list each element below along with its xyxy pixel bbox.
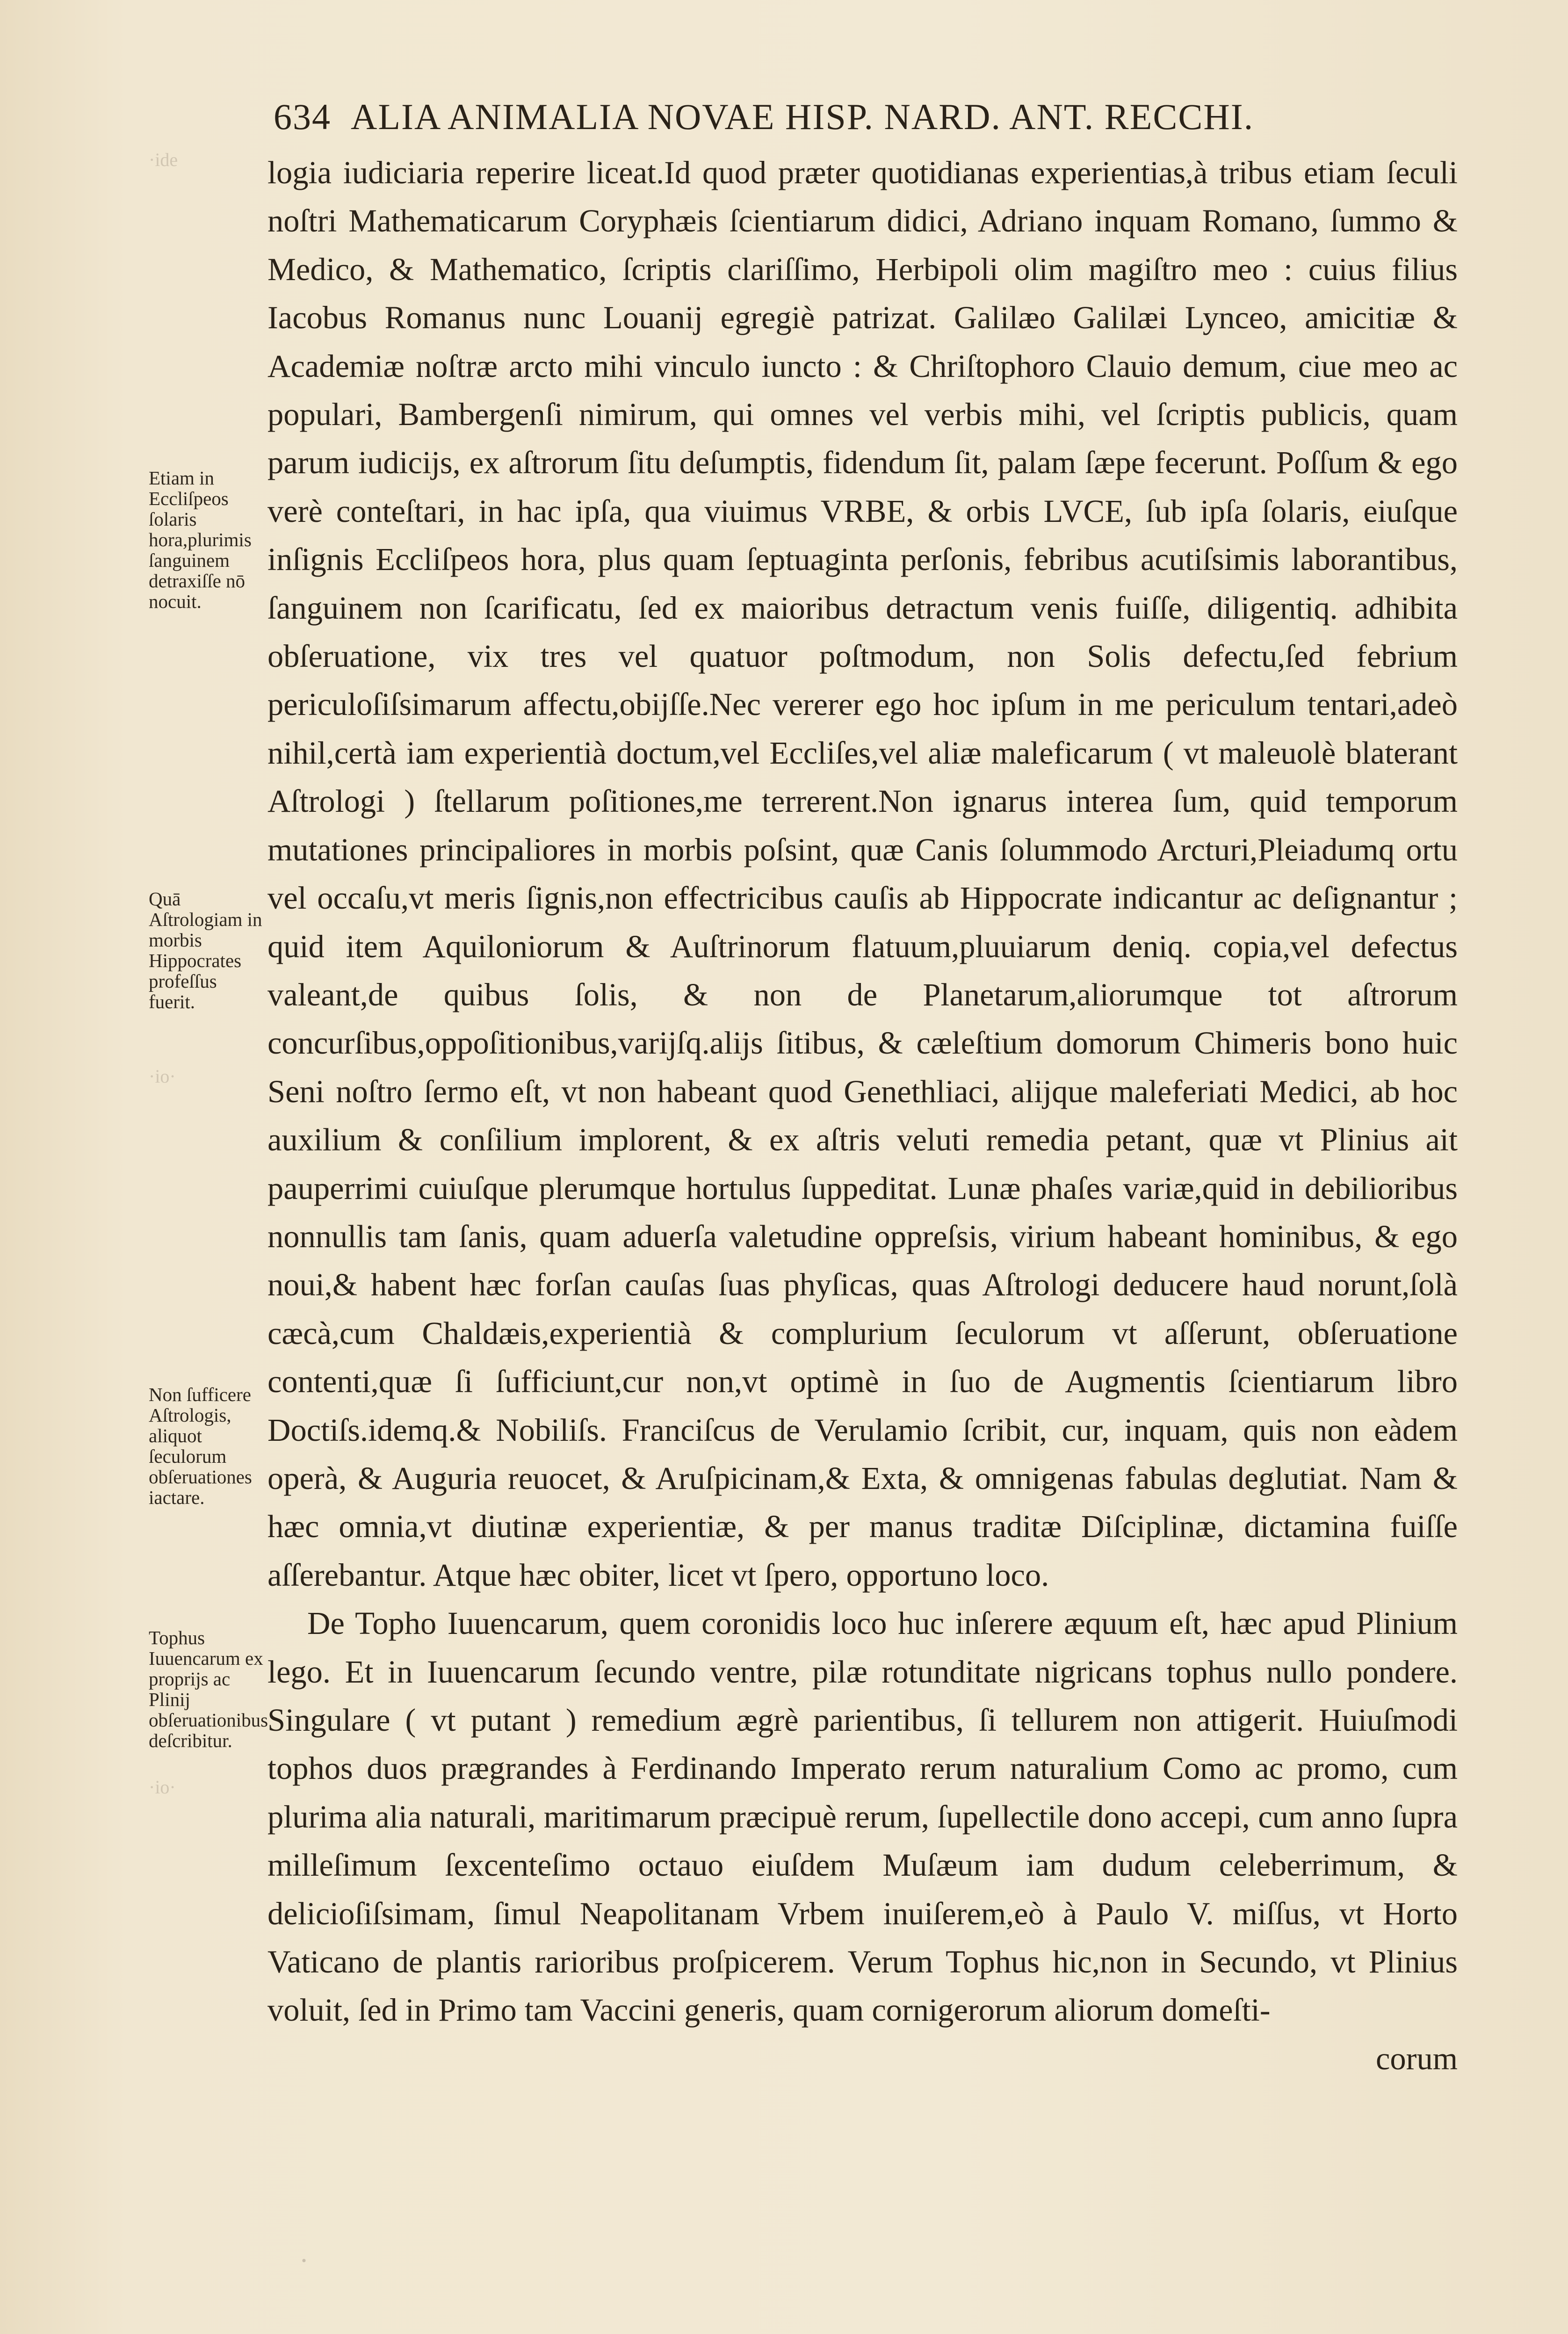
bleed-through-text: ·ide: [149, 149, 178, 170]
page-number: 634: [274, 96, 331, 137]
body-paragraph: De Topho Iuuencarum, quem coronidis loco huc inſerere æquum eſt, hæc apud Plinium lego. Et in Iuuencarum ſecundo ventre, pilæ rotunditate nigricans tophus nullo pondere. Singulare ( vt putant ) remedium ægrè parientibus, ſi tellurem non attigerit. Huiuſmodi tophos duos prægrandes à Ferdinando Imperato rerum naturalium Como ac promo, cum plurima alia naturali, maritimarum præcipuè rerum, ſupellectile dono accepi, cum anno ſupra milleſimum ſexcenteſimo octauo eiuſdem Muſæum iam dudum celeberrimum, & delicioſiſsimam, ſimul Neapolitanam Vrbem inuiſerem,eò à Paulo V. miſſus, vt Horto Vaticano de plantis rarioribus proſpicerem. Verum Tophus hic,non in Secundo, vt Plinius voluit, ſed in Primo tam Vaccini generis, quam cornigerorum aliorum domeſti-: [267, 1605, 1458, 2028]
bleed-through-text: ·: [299, 2245, 309, 2276]
body-paragraph: logia iudiciaria reperire liceat.Id quod præter quotidianas experientias,à tribus etiam ſeculi noſtri Mathematicarum Coryphæis ſcientiarum didici, Adriano inquam Romano, ſummo & Medico, & Mathematico, ſcriptis clariſſimo, Herbipoli olim magiſtro meo : cuius filius Iacobus Romanus nunc Louanij egregiè patrizat. Galilæo Galilæi Lynceo, amicitiæ & Academiæ noſtræ arcto mihi vinculo iuncto : & Chriſtophoro Clauio demum, ciue meo ac populari, Bambergenſi nimirum, qui omnes vel verbis mihi, vel ſcriptis publicis, quam parum iudicijs, ex aſtrorum ſitu deſumptis, fidendum ſit, palam ſæpe fecerunt. Poſſum & ego verè conteſtari, in hac ipſa, qua viuimus VRBE, & orbis LVCE, ſub ipſa ſolaris, eiuſque inſignis Eccliſpeos hora, plus quam ſeptuaginta perſonis, febribus acutiſsimis laborantibus, ſanguinem non ſcarificatu, ſed ex maioribus detractum venis fuiſſe, diligentiq. adhibita obſeruatione, vix tres vel quatuor poſtmodum, non Solis defectu,ſed febrium periculoſiſsimarum affectu,obijſſe.Nec vererer ego hoc ipſum in me periculum tentari,adeò nihil,certà iam experientià doctum,vel Eccliſes,vel aliæ maleficarum ( vt maleuolè blaterant Aſtrologi ) ſtellarum poſitiones,me terrerent.Non ignarus interea ſum, quid temporum mutationes principaliores in morbis poſsint, quæ Canis ſolummodo Arcturi,Pleiadumq ortu vel occaſu,vt meris ſignis,non effectricibus cauſis ab Hippocrate indicantur ac deſignantur ; quid item Aquiloniorum & Auſtrinorum flatuum,pluuiarum deniq. copia,vel defectus valeant,de quibus ſolis, & non de Planetarum,aliorumque tot aſtrorum concurſibus,oppoſitionibus,varijſq.alijs ſitibus, & cæleſtium domorum Chimeris bono huic Seni noſtro ſermo eſt, vt non habeant quod Genethliaci, alijque maleferiati Medici, ab hoc auxilium & conſilium implorent, & ex aſtris veluti remedia petant, quæ vt Plinius ait pauperrimi cuiuſque plerumque hortulus ſuppeditat. Lunæ phaſes variæ,quid in debilioribus nonnullis tam ſanis, quam aduerſa valetudine oppreſsis, virium habeant hominibus, & ego noui,& habent hæc forſan cauſas ſuas phyſicas, quas Aſtrologi deducere haud norunt,ſolà cæcà,cum Chaldæis,experientià & complurium ſeculorum vt aſſerunt, obſeruatione contenti,quæ ſi ſufficiunt,cur non,vt optimè in ſuo de Augmentis ſcientiarum libro Doctiſs.idemq.& Nobiliſs. Franciſcus de Verulamio ſcribit, cur, inquam, quis non eàdem operà, & Auguria reuocet, & Aruſpicinam,& Exta, & omnigenas fabulas deglutiat. Nam & hæc omnia,vt diutinæ experientiæ, & per manus traditæ Diſciplinæ, dictamina fuiſſe aſſerebantur. Atque hæc obiter, licet vt ſpero, opportuno loco.: [267, 155, 1458, 1593]
bleed-through-text: ·io·: [149, 1777, 176, 1798]
margin-note: Quā Aſtrologiam in morbis Hippocrates profeſſus fuerit.: [149, 888, 262, 1012]
running-header: [274, 91, 1405, 143]
bleed-through-text: ·io·: [149, 1066, 176, 1087]
running-title: ALIA ANIMALIA NOVAE HISP. NARD. ANT. RECCHI.: [351, 96, 1254, 137]
margin-note: Tophus Iuuencarum ex proprijs ac Plinij obſeruationibus deſcribitur.: [149, 1627, 268, 1751]
main-text-block: [267, 149, 1458, 2083]
margin-note: Non ſufficere Aſtrologis, aliquot ſeculorum obſeruationes iactare.: [149, 1384, 252, 1508]
catchword: corum: [1376, 2040, 1458, 2076]
margin-note: Etiam in Eccliſpeos ſolaris hora,plurimis ſanguinem detraxiſſe nō nocuit.: [149, 467, 252, 612]
